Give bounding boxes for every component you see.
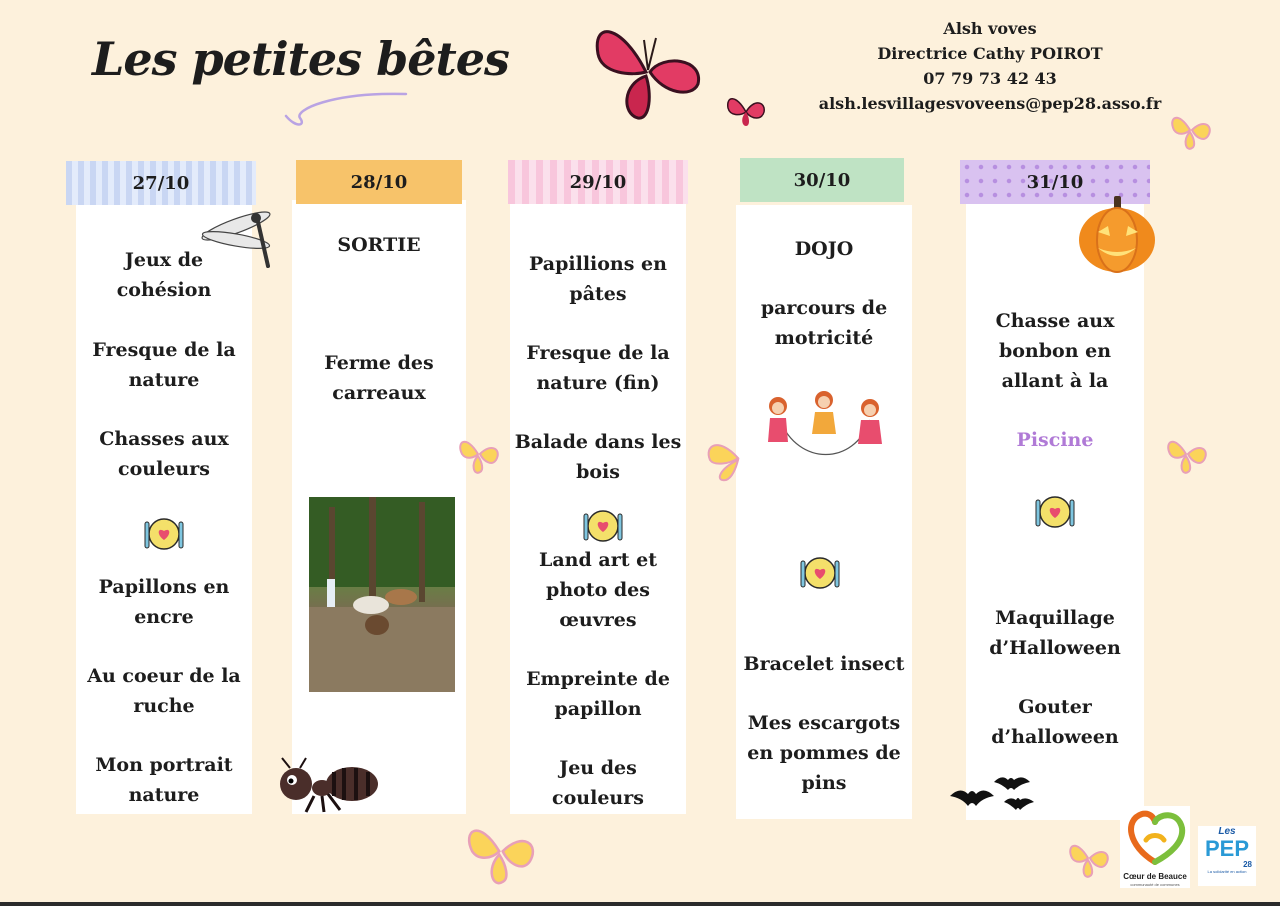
activity: Papillons en encre [98, 576, 230, 628]
yellow-butterfly-icon [1168, 108, 1214, 154]
pep-main-text: PEP [1204, 836, 1250, 861]
date-tape-3 [508, 160, 688, 204]
meal-plate-icon [142, 514, 186, 554]
pep-number-text: 28 [1243, 860, 1252, 869]
director-name: Directrice Cathy POIROT [877, 44, 1103, 63]
day-column-4 [736, 205, 912, 819]
activity: DOJO [794, 238, 854, 260]
activity: SORTIE [337, 234, 421, 256]
ant-icon [270, 756, 382, 816]
red-butterfly-icon [592, 14, 704, 122]
pep-subtext: La solidarité en action [1207, 869, 1247, 874]
day-column-1 [76, 200, 252, 814]
activity: Bracelet insect [743, 653, 905, 675]
coeur-de-beauce-subtext: communauté de communes [1130, 882, 1180, 887]
yellow-butterfly-icon [456, 432, 502, 478]
dragonfly-icon [196, 196, 296, 270]
meal-plate-icon [1033, 492, 1077, 532]
yellow-butterfly-icon [700, 434, 740, 484]
activity: Au coeur de la ruche [87, 665, 241, 717]
farm-photo [309, 497, 455, 692]
yellow-butterfly-icon [1066, 836, 1112, 882]
activity: Papillions en pâtes [529, 253, 667, 305]
activity: Gouter d’halloween [991, 696, 1119, 748]
activity: Empreinte de papillon [526, 668, 670, 720]
activity: Chasses aux couleurs [99, 428, 229, 480]
email-address: alsh.lesvillagesvoveens@pep28.asso.fr [818, 94, 1162, 113]
date-label: 31/10 [1026, 171, 1084, 193]
activity: Jeux de cohésion [116, 249, 212, 301]
bats-icon [948, 768, 1038, 820]
date-label: 30/10 [793, 169, 851, 191]
swoosh-decoration [282, 86, 412, 130]
small-red-butterfly-icon [726, 92, 766, 128]
date-label: 27/10 [132, 172, 190, 194]
page-title: Les petites bêtes [92, 32, 509, 86]
pep-top-text: Les [1218, 826, 1236, 837]
bottom-border [0, 902, 1280, 906]
yellow-butterfly-icon [462, 814, 540, 892]
activity: Maquillage d’Halloween [989, 607, 1121, 659]
phone-number: 07 79 73 42 43 [923, 69, 1057, 88]
pumpkin-icon [1076, 194, 1158, 276]
activity: Fresque de la nature [92, 339, 236, 391]
activity: Land art et photo des œuvres [539, 549, 657, 631]
date-label: 28/10 [350, 171, 408, 193]
meal-plate-icon [581, 506, 625, 546]
activity-piscine: Piscine [1016, 429, 1094, 451]
activity: Fresque de la nature (fin) [526, 342, 670, 394]
activity: Balade dans les bois [514, 431, 682, 483]
activity: Ferme des carreaux [324, 352, 434, 404]
activity: Mes escargots en pommes de pins [747, 712, 901, 794]
activity: Mon portrait nature [95, 754, 233, 806]
meal-plate-icon [798, 553, 842, 593]
date-label: 29/10 [569, 171, 627, 193]
kids-jump-rope-icon [758, 386, 894, 460]
yellow-butterfly-icon [1164, 432, 1210, 478]
date-tape-4 [740, 158, 904, 202]
pep28-logo [1198, 826, 1256, 886]
activity: Jeu des couleurs [552, 757, 644, 809]
activity: Chasse aux bonbon en allant à la [995, 310, 1115, 392]
center-name: Alsh voves [943, 19, 1037, 38]
coeur-de-beauce-logo [1120, 806, 1190, 888]
contact-info [800, 16, 1180, 116]
activity: parcours de motricité [760, 297, 888, 349]
date-tape-2 [296, 160, 462, 204]
coeur-de-beauce-text: Cœur de Beauce [1123, 872, 1187, 881]
